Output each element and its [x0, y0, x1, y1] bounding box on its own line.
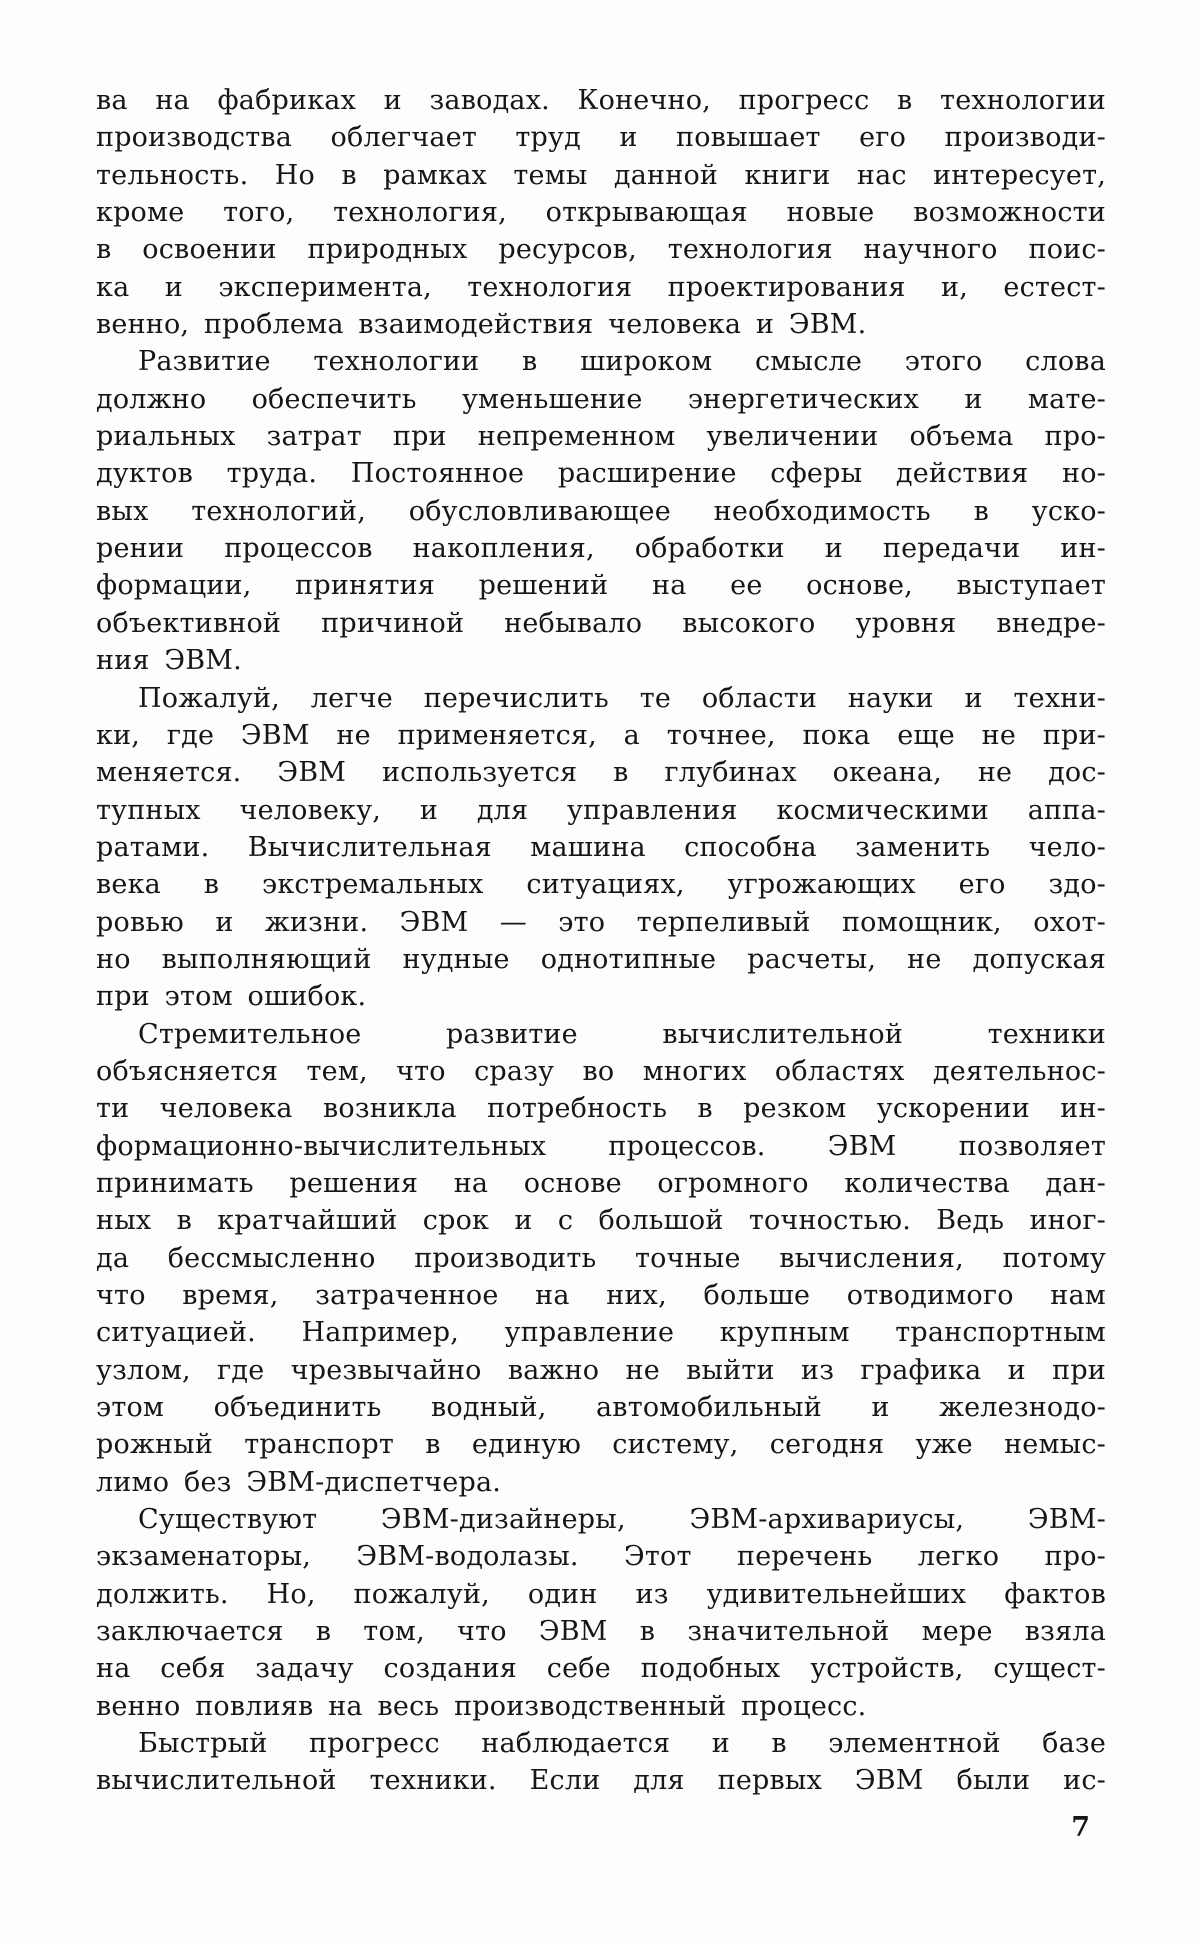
text-line: венно повлияв на весь производственный процесс. — [96, 1690, 867, 1722]
text-line: принимать решения на основе огромного количества дан- — [96, 1167, 1106, 1199]
text-line: да бессмысленно производить точные вычисления, потому — [96, 1242, 1106, 1274]
text-line: объективной причиной небывало высокого уровня внедре- — [96, 607, 1106, 639]
text-line: вычислительной техники. Если для первых ЭВМ были ис- — [96, 1765, 1106, 1797]
text-line: ва на фабриках и заводах. Конечно, прогресс в технологии — [96, 85, 1106, 116]
text-line: формационно-вычислительных процессов. ЭВМ позволяет — [96, 1130, 1106, 1162]
text-line: века в экстремальных ситуациях, угрожающих его здо- — [96, 869, 1106, 901]
text-line: дуктов труда. Постоянное расширение сферы действия но- — [96, 458, 1106, 490]
text-line: лимо без ЭВМ-диспетчера. — [96, 1466, 502, 1498]
text-line: экзаменаторы, ЭВМ-водолазы. Этот перечень легко про- — [96, 1541, 1106, 1573]
text-line: риальных затрат при непременном увеличении объема про- — [96, 421, 1106, 453]
text-line: узлом, где чрезвычайно важно не выйти из графика и при — [96, 1354, 1106, 1386]
text-line: ния ЭВМ. — [96, 645, 242, 677]
text-line: ситуацией. Например, управление крупным транспортным — [96, 1317, 1106, 1349]
text-line: ти человека возникла потребность в резком ускорении ин- — [96, 1093, 1106, 1125]
text-line: меняется. ЭВМ используется в глубинах океана, не дос- — [96, 757, 1106, 789]
text-line: венно, проблема взаимодействия человека и ЭВМ. — [96, 309, 867, 341]
text-line: на себя задачу создания себе подобных устройств, сущест- — [96, 1653, 1106, 1685]
text-line: Стремительное развитие вычислительной техники — [138, 1018, 1106, 1050]
text-line: кроме того, технология, открывающая новые возможности — [96, 197, 1106, 229]
page-number: 7 — [1071, 1812, 1090, 1843]
text-line: ратами. Вычислительная машина способна заменить чело- — [96, 831, 1106, 863]
text-line: при этом ошибок. — [96, 981, 367, 1013]
text-line: в освоении природных ресурсов, технология научного поис- — [96, 234, 1106, 266]
text-line: Быстрый прогресс наблюдается и в элементной базе — [138, 1728, 1106, 1760]
text-block — [96, 82, 1106, 1800]
text-line: этом объединить водный, автомобильный и железнодо- — [96, 1392, 1106, 1424]
text-line: должить. Но, пожалуй, один из удивительнейших фактов — [96, 1578, 1106, 1610]
text-line: что время, затраченное на них, больше отводимого нам — [96, 1280, 1106, 1311]
text-line: ных в кратчайший срок и с большой точностью. Ведь иног- — [96, 1205, 1106, 1237]
text-line: производства облегчает труд и повышает его производи- — [96, 122, 1106, 154]
text-line: тельность. Но в рамках темы данной книги нас интересует, — [96, 159, 1106, 191]
text-line: но выполняющий нудные однотипные расчеты, не допуская — [96, 943, 1106, 975]
text-line: тупных человеку, и для управления космическими аппа- — [96, 794, 1106, 826]
text-line: Пожалуй, легче перечислить те области науки и техни- — [138, 682, 1106, 714]
text-line: Развитие технологии в широком смысле этого слова — [138, 346, 1106, 378]
text-line: формации, принятия решений на ее основе, выступает — [96, 570, 1106, 602]
text-line: ровью и жизни. ЭВМ — это терпеливый помощник, охот- — [96, 906, 1106, 938]
text-line: Существуют ЭВМ-дизайнеры, ЭВМ-архивариусы, ЭВМ- — [138, 1504, 1106, 1536]
text-line: должно обеспечить уменьшение энергетических и мате- — [96, 383, 1106, 415]
text-line: ки, где ЭВМ не применяется, а точнее, пока еще не при- — [96, 719, 1106, 751]
text-line: ка и эксперимента, технология проектирования и, естест- — [96, 271, 1106, 303]
text-line: объясняется тем, что сразу во многих областях деятельнос- — [96, 1055, 1106, 1087]
text-line: заключается в том, что ЭВМ в значительной мере взяла — [96, 1616, 1106, 1648]
text-line: вых технологий, обусловливающее необходимость в уско- — [96, 495, 1106, 527]
text-line: рожный транспорт в единую систему, сегодня уже немыс- — [96, 1429, 1106, 1461]
text-line: рении процессов накопления, обработки и передачи ин- — [96, 533, 1106, 565]
